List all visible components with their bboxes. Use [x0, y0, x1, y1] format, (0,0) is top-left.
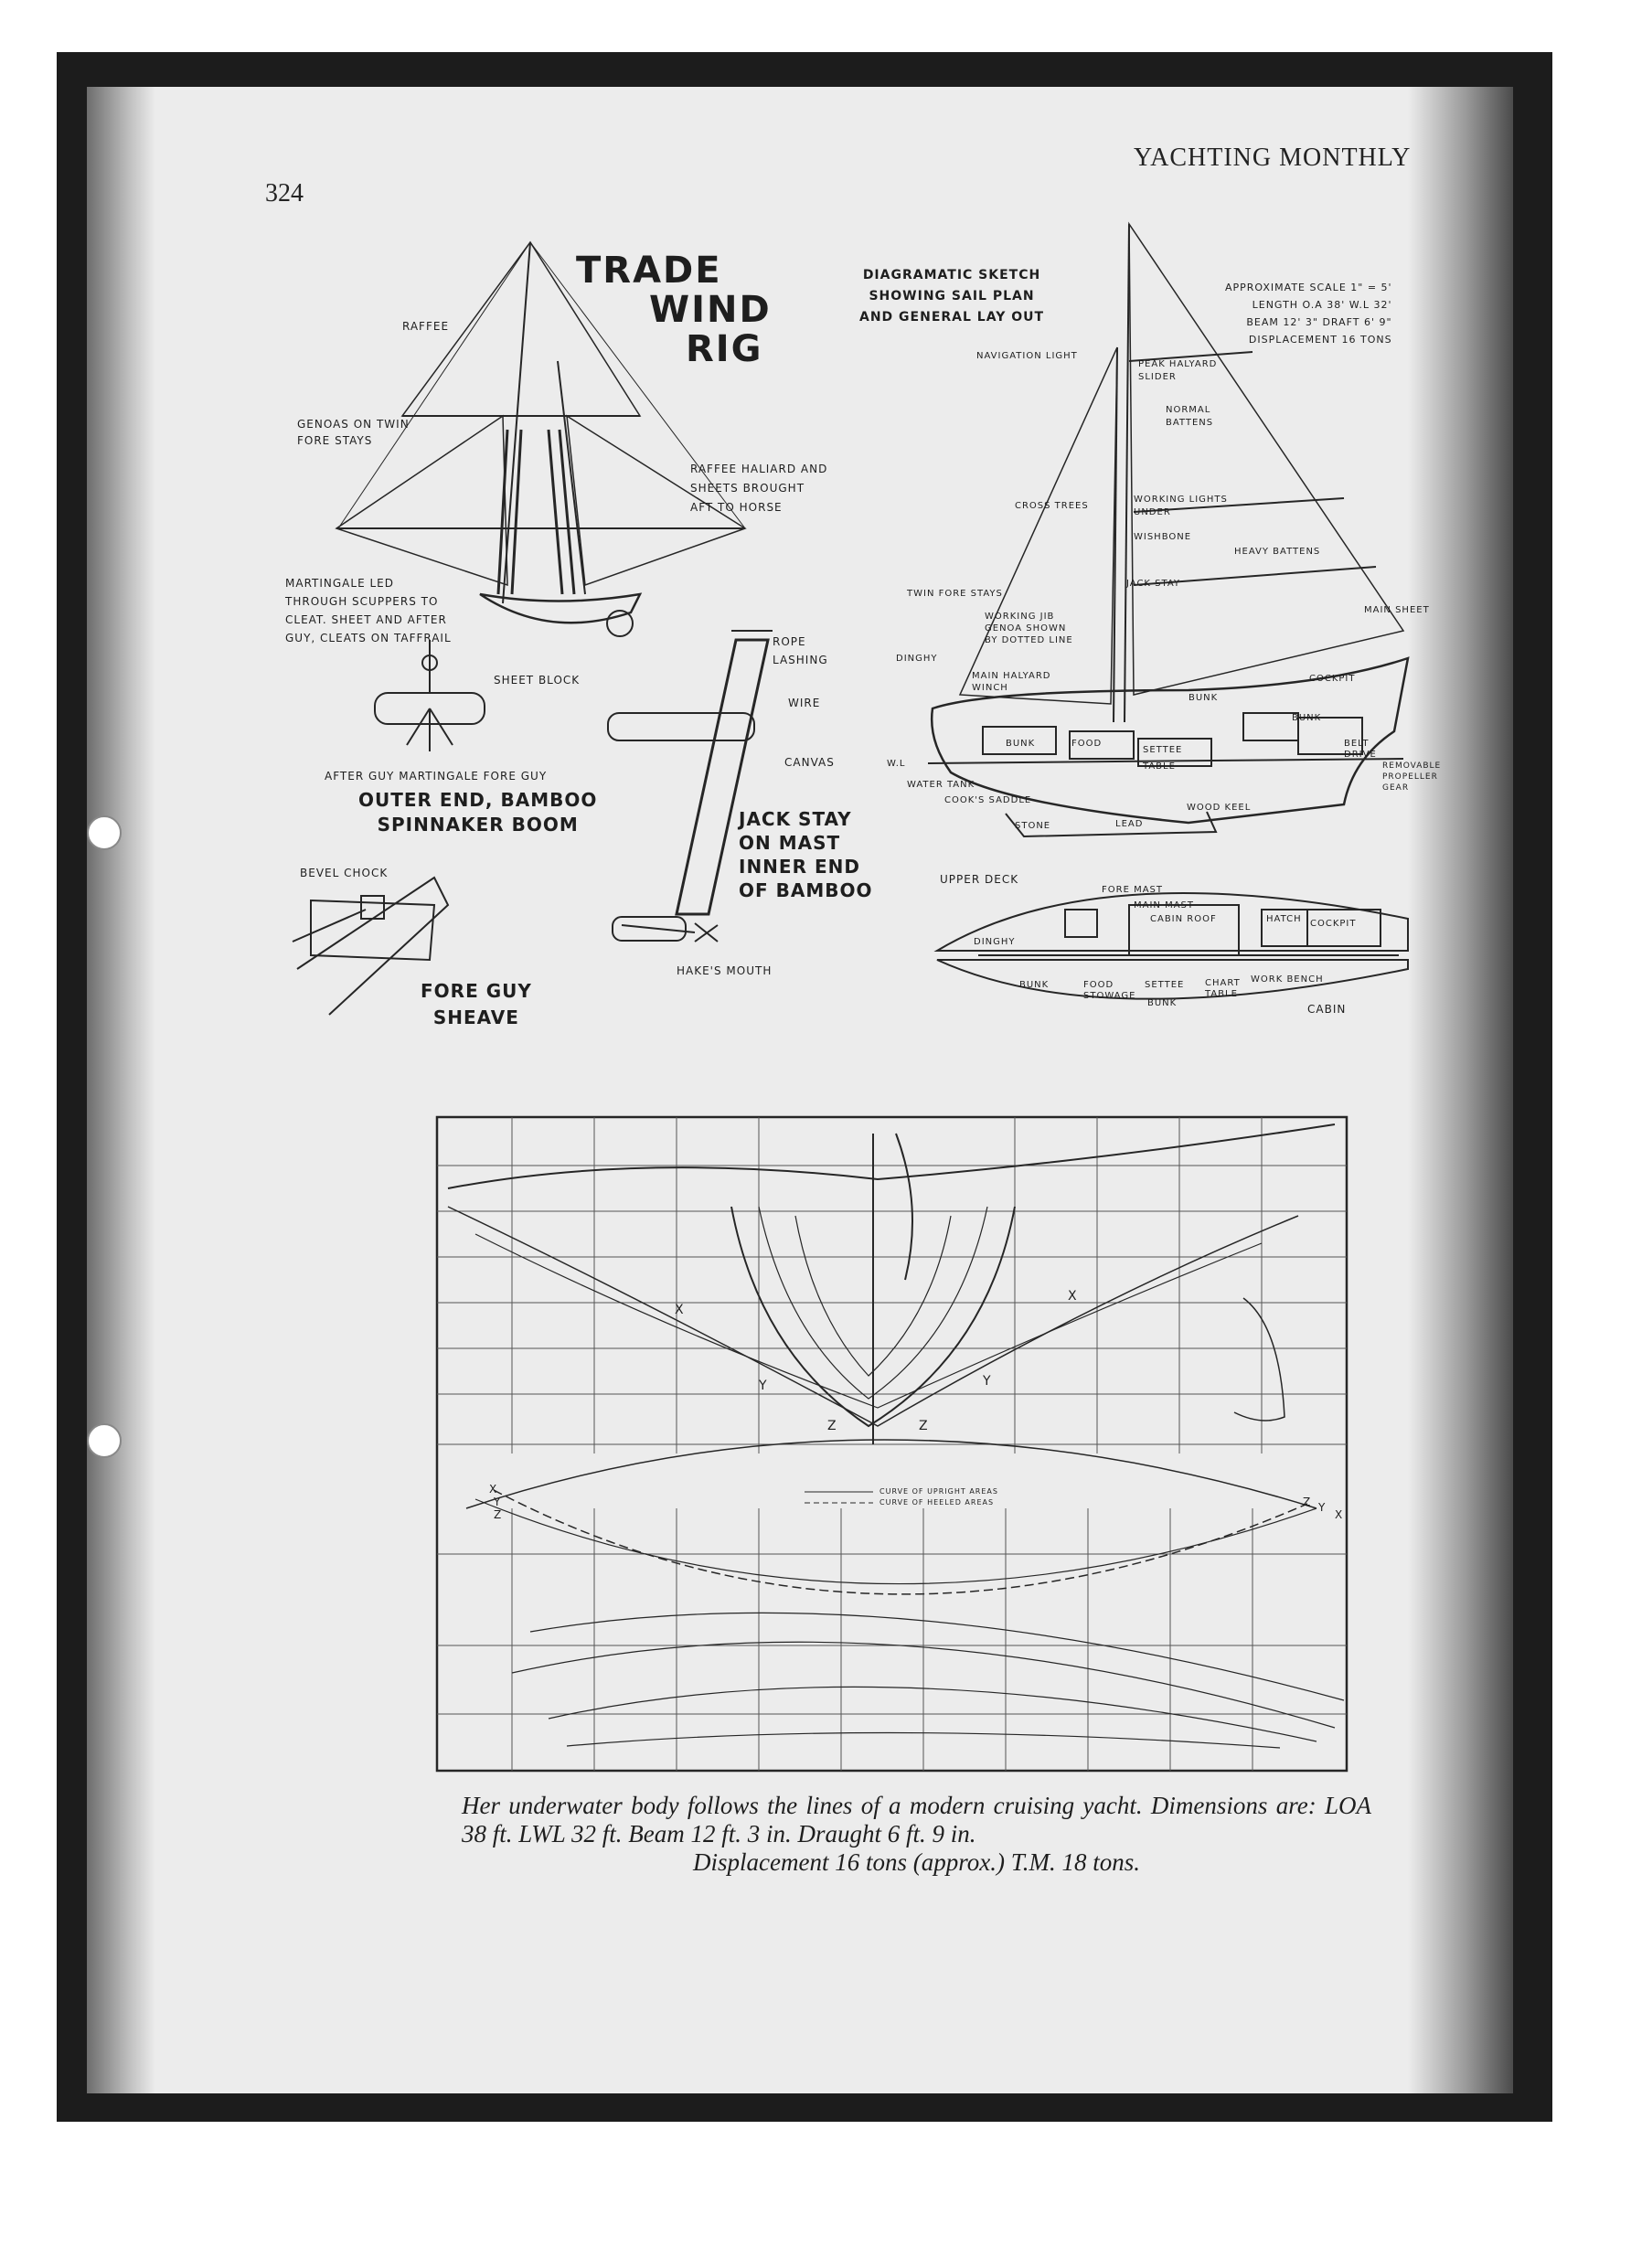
label-navigation-light: NAVIGATION LIGHT — [976, 351, 1078, 361]
label-stone: STONE — [1015, 821, 1051, 831]
mark-y-profile: Y — [494, 1496, 502, 1508]
label-martingale: MARTINGALE LED THROUGH SCUPPERS TO CLEAT. SHEET AND AFTER GUY, CLEATS ON TAFFRAIL — [285, 577, 452, 644]
label-cockpit: COCKPIT — [1309, 674, 1356, 684]
mark-y-left: Y — [759, 1379, 768, 1393]
label-fore-mast: FORE MAST — [1102, 885, 1163, 895]
legend-upright: CURVE OF UPRIGHT AREAS — [879, 1487, 998, 1496]
page-number: 324 — [265, 179, 304, 208]
label-wire: WIRE — [788, 697, 821, 709]
label-wishbone: WISHBONE — [1134, 532, 1192, 542]
mark-z-right: Z — [919, 1419, 929, 1433]
label-genoas: GENOAS ON TWIN FORE STAYS — [297, 418, 410, 447]
mark-z-profile-right: Z — [1303, 1496, 1312, 1508]
label-water-tank: WATER TANK — [907, 780, 975, 790]
label-twin-fore-stays: TWIN FORE STAYS — [907, 589, 1003, 599]
label-upper-deck: UPPER DECK — [940, 873, 1019, 886]
caption-last-line: Displacement 16 tons (approx.) T.M. 18 tons. — [693, 1848, 1140, 1876]
label-plan-dinghy: DINGHY — [974, 937, 1016, 947]
label-bunk-top: BUNK — [1189, 693, 1219, 703]
label-sheet-block: SHEET BLOCK — [494, 674, 581, 687]
boom-detail-title: OUTER END, BAMBOO SPINNAKER BOOM — [358, 789, 598, 836]
label-dinghy: DINGHY — [896, 654, 938, 664]
label-cooks-saddle: COOK'S SADDLE — [944, 795, 1032, 805]
label-cabin-roof: CABIN ROOF — [1150, 914, 1217, 924]
jackstay-title: JACK STAY ON MAST INNER END OF BAMBOO — [739, 808, 873, 901]
label-peak-halyard: PEAK HALYARD SLIDER — [1138, 359, 1218, 382]
label-bunk-aft: BUNK — [1292, 713, 1322, 723]
trade-wind-rig-title-1: TRADE — [576, 250, 722, 292]
trade-wind-rig-title-2: WIND — [649, 289, 772, 331]
label-work-bench: WORK BENCH — [1251, 974, 1324, 985]
caption-text: Her underwater body follows the lines of a modern cruising yacht. Dimensions are: LOA 38 ft. LWL 32 ft. Beam 12 ft. 3 in. Draught 6 ft. 9 in. — [462, 1792, 1371, 1847]
label-working-lights: WORKING LIGHTS UNDER — [1134, 495, 1228, 517]
label-bevel-chock: BEVEL CHOCK — [300, 867, 389, 879]
running-head: YACHTING MONTHLY — [1134, 144, 1412, 172]
label-belt-drive: BELT DRIVE — [1344, 739, 1377, 760]
label-plan-cockpit: COCKPIT — [1310, 919, 1357, 929]
label-food: FOOD — [1071, 739, 1103, 749]
label-raffee-halliard: RAFFEE HALIARD AND SHEETS BROUGHT AFT TO HORSE — [690, 463, 828, 514]
label-hakes-mouth: HAKE'S MOUTH — [677, 964, 773, 977]
label-working-jib: WORKING JIB GENOA SHOWN BY DOTTED LINE — [985, 612, 1073, 645]
legend-heeled: CURVE OF HEELED AREAS — [879, 1498, 995, 1507]
label-main-halyard-winch: MAIN HALYARD WINCH — [972, 671, 1051, 693]
label-hatch: HATCH — [1266, 914, 1302, 924]
label-plan-bunk-2: BUNK — [1147, 998, 1178, 1008]
label-heavy-battens: HEAVY BATTENS — [1234, 547, 1321, 557]
label-guys: AFTER GUY MARTINGALE FORE GUY — [325, 770, 548, 783]
label-chart-table: CHART TABLE — [1205, 978, 1241, 999]
mark-y-right: Y — [983, 1374, 992, 1389]
label-main-sheet: MAIN SHEET — [1364, 605, 1430, 615]
label-jack-stay: JACK STAY — [1126, 579, 1181, 589]
label-raffee: RAFFEE — [402, 320, 450, 333]
label-normal-battens: NORMAL BATTENS — [1166, 405, 1214, 428]
label-wl: W.L — [887, 759, 906, 769]
mark-z-left: Z — [827, 1419, 837, 1433]
label-plan-settee: SETTEE — [1145, 980, 1185, 990]
label-cross-trees: CROSS TREES — [1015, 501, 1089, 511]
label-lead: LEAD — [1115, 819, 1144, 829]
mark-y-profile-right: Y — [1318, 1501, 1327, 1514]
boom-end-sketch — [375, 640, 485, 751]
label-rope-lashing: ROPE LASHING — [773, 635, 828, 666]
label-plan-bunk: BUNK — [1019, 980, 1050, 990]
fore-guy-sheave-title: FORE GUY SHEAVE — [421, 980, 532, 1028]
label-removable-gear: REMOVABLE PROPELLER GEAR — [1382, 761, 1442, 793]
lines-drawing — [437, 1117, 1347, 1771]
label-settee: SETTEE — [1143, 745, 1183, 755]
label-wood-keel: WOOD KEEL — [1187, 803, 1252, 813]
trade-wind-rig-title-3: RIG — [686, 328, 763, 370]
label-main-mast: MAIN MAST — [1134, 900, 1195, 910]
figure-caption — [462, 1792, 1371, 1877]
sail-plan-title: DIAGRAMATIC SKETCH SHOWING SAIL PLAN AND GENERAL LAY OUT — [859, 268, 1045, 325]
label-canvas: CANVAS — [784, 756, 835, 769]
mark-z-profile: Z — [494, 1508, 503, 1521]
label-food-stowage: FOOD STOWAGE — [1083, 980, 1136, 1001]
sail-plan-specs: APPROXIMATE SCALE 1" = 5' LENGTH O.A 38' W.L 32' BEAM 12' 3" DRAFT 6' 9" DISPLACEMENT 16 TONS — [1225, 282, 1392, 346]
mark-x-left: X — [675, 1303, 685, 1317]
mark-x-profile-right: X — [1335, 1508, 1344, 1521]
label-cabin: CABIN — [1307, 1003, 1347, 1016]
label-table: TABLE — [1143, 761, 1176, 772]
mark-x-right: X — [1068, 1289, 1078, 1304]
mark-x-profile: X — [489, 1483, 498, 1496]
label-bunk: BUNK — [1006, 739, 1036, 749]
